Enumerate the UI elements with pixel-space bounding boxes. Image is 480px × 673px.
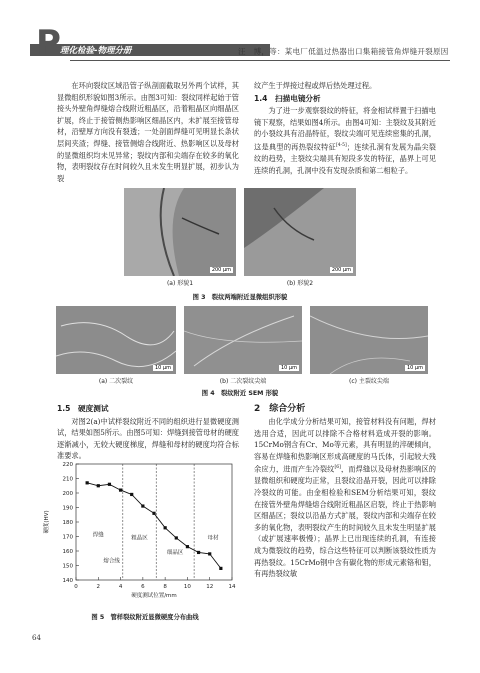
micrograph-image — [124, 188, 236, 276]
sem-image — [184, 306, 302, 374]
y-tick-label: 190 — [62, 505, 73, 512]
data-point — [219, 567, 222, 570]
x-tick-label: 4 — [118, 584, 123, 590]
text-run: ，而焊缝以及母材热影响区的显微组织和硬度均正常，且裂纹沿晶开裂，因此可以排除冷裂纹的可能。由金相检验和SEM分析结果可知，裂纹在接管外壁角焊缝熔合线附近粗晶区启裂，终止于热影响区细晶区；裂纹以沿晶方式扩展，裂纹内部和尖端存在较多的氧化物，表明裂纹产生的时间较久且未发生明显扩展（或扩展速率极慢）；晶界上已出现连续的孔洞，有连接成为微裂纹的趋势，综合这些特征可以判断该裂纹性质为再热裂纹。15CrMo钢中含有碳化物的形成元素铬和钼，有再热裂纹敏 — [254, 464, 436, 579]
figure-caption: 图 3 裂纹两端附近显微组织形貌 — [192, 294, 288, 301]
data-point — [152, 512, 155, 515]
data-point — [141, 504, 144, 507]
region-label: 焊缝 — [92, 532, 104, 539]
right-column-bottom — [254, 402, 436, 580]
page-header — [0, 0, 480, 70]
figure-caption: 图 4 裂纹附近 SEM 形貌 — [201, 390, 279, 397]
x-tick-label: 8 — [163, 584, 167, 590]
header-rule — [70, 60, 450, 61]
y-tick-label: 160 — [62, 549, 73, 555]
hardness-line — [87, 483, 221, 569]
scale-bar: 200 μm — [331, 267, 351, 273]
y-tick-label: 210 — [62, 476, 73, 483]
sem-texture — [56, 306, 176, 374]
sem-image — [310, 306, 428, 374]
data-point — [164, 526, 167, 529]
figure-sublabel: (b) 形貌2 — [286, 280, 314, 287]
y-tick-label: 220 — [62, 462, 73, 468]
x-tick-label: 12 — [206, 584, 214, 590]
data-point — [86, 481, 89, 484]
x-tick-label: 2 — [96, 584, 101, 590]
hardness-chart — [40, 458, 240, 606]
data-point — [197, 551, 200, 554]
scale-bar: 10 μm — [406, 365, 423, 371]
citation: [4-5] — [336, 142, 347, 148]
figure-sublabel: (a) 二次裂纹 — [98, 378, 134, 385]
figure-sublabel: (b) 二次裂纹尖端 — [219, 378, 267, 385]
x-tick-label: 10 — [183, 584, 191, 590]
region-label: 母材 — [207, 535, 219, 542]
data-point — [175, 536, 178, 539]
section-heading: 2 综合分析 — [254, 404, 306, 414]
text-run: ；连续孔洞有发展为晶尖裂纹的趋势，主裂纹尖端具有短段多发的特征，晶界上可见连续的孔洞，孔洞中没有发现杂质和第二相粒子。 — [254, 142, 436, 175]
running-title: 汪 博，等：某电厂低温过热器出口集箱接管角焊缝开裂原因 — [238, 47, 449, 56]
y-tick-label: 180 — [62, 520, 73, 526]
data-point — [119, 489, 122, 492]
data-point — [208, 552, 211, 555]
section-heading: 1.5 硬度测试 — [57, 404, 109, 413]
sem-texture — [310, 306, 428, 374]
plot-frame — [76, 464, 232, 580]
data-point — [130, 493, 133, 496]
figure-caption: 图 5 管样裂纹附近显微硬度分布曲线 — [91, 614, 199, 621]
page-number: 64 — [32, 634, 41, 642]
data-point — [108, 483, 111, 486]
x-tick-label: 0 — [74, 584, 78, 590]
paragraph — [254, 416, 436, 580]
micrograph-image — [244, 188, 356, 276]
sem-image — [56, 306, 176, 374]
left-column-bottom — [57, 402, 239, 462]
section-heading: 1.4 扫描电镜分析 — [254, 93, 321, 103]
x-tick-label: 14 — [228, 584, 236, 590]
figure-3 — [124, 188, 356, 276]
paragraph: 在环向裂纹区域沿管子纵剖面截取另外两个试样，其显微组织形貌如图3所示。由图3可知：裂纹同样起始于管接头外壁角焊缝熔合线附近粗晶区，沿着粗晶区向细晶区扩展，终止于接管侧热影响区细晶区内，未扩展至接管母材，沿壁厚方向没有裂透；一处剖面焊缝可见明显长条状层间夹渣；焊缝、接管侧熔合线附近、热影响区以及母材的显微组织均未见异常；裂纹内部和尖端存在较多的氧化物，表明裂纹存在时间较久且未发生明显扩展，初步认为裂 — [57, 81, 239, 183]
text-run: 为了进一步观察裂纹的特征，将金相试样置于扫描电镜下观察，结果如图4所示。由图4可知：主裂纹及其附近的小裂纹具有沿晶特征，裂纹尖端可见连续密集的孔洞，这是典型的再热裂纹特征 — [254, 106, 436, 152]
region-label: 熔合线 — [103, 558, 120, 565]
x-tick-label: 6 — [141, 584, 145, 590]
sem-texture — [184, 306, 302, 374]
y-axis-label: 硬度(HV) — [44, 510, 50, 534]
micrograph-texture — [244, 188, 356, 276]
right-column-top — [254, 80, 436, 176]
chart-region-markers — [93, 464, 219, 580]
figure-sublabel: (c) 主裂纹尖端 — [349, 378, 389, 385]
region-label: 细晶区 — [166, 549, 184, 556]
scale-bar: 10 μm — [280, 365, 297, 371]
data-point — [97, 484, 100, 487]
y-tick-label: 150 — [62, 563, 73, 570]
paragraph: 纹产生于焊接过程或焊后热处理过程。 — [254, 81, 377, 90]
x-axis-label: 硬度测试位置/mm — [131, 593, 177, 599]
chart-axes — [42, 462, 236, 599]
left-column-top — [57, 80, 239, 184]
journal-logo-letter: P — [36, 23, 61, 63]
figure-sublabel: (a) 形貌1 — [166, 280, 194, 287]
paragraph — [254, 105, 436, 176]
text-run: 由化学成分分析结果可知，接管材料没有问题，焊材选用合适，因此可以排除不合格材料造成开裂的影响。15CrMo钢含有Cr、Mo等元素，具有明显的淬硬倾向，容易在焊缝和热影响区形成高硬度的马氏体，引起较大残余应力，进而产生冷裂纹 — [254, 417, 436, 474]
chart-series — [86, 481, 223, 570]
scale-bar: 200 μm — [211, 267, 231, 273]
citation: [6] — [334, 465, 341, 471]
figure-4 — [56, 306, 428, 374]
paragraph: 对图2(a)中试样裂纹附近不同的组织进行显微硬度测试，结果如图5所示。由图5可知：焊缝到接管母材的硬度逐渐减小，无较大硬度梯度，焊缝和母材的硬度均符合标准要求。 — [57, 416, 239, 461]
journal-section-name: 理化检验-物理分册 — [60, 46, 132, 56]
y-tick-label: 200 — [62, 491, 73, 497]
y-tick-label: 140 — [62, 578, 73, 584]
region-label: 粗晶区 — [131, 535, 148, 542]
data-point — [186, 545, 189, 548]
y-tick-label: 170 — [62, 534, 73, 541]
micrograph-texture — [124, 188, 236, 276]
scale-bar: 10 μm — [154, 365, 171, 371]
